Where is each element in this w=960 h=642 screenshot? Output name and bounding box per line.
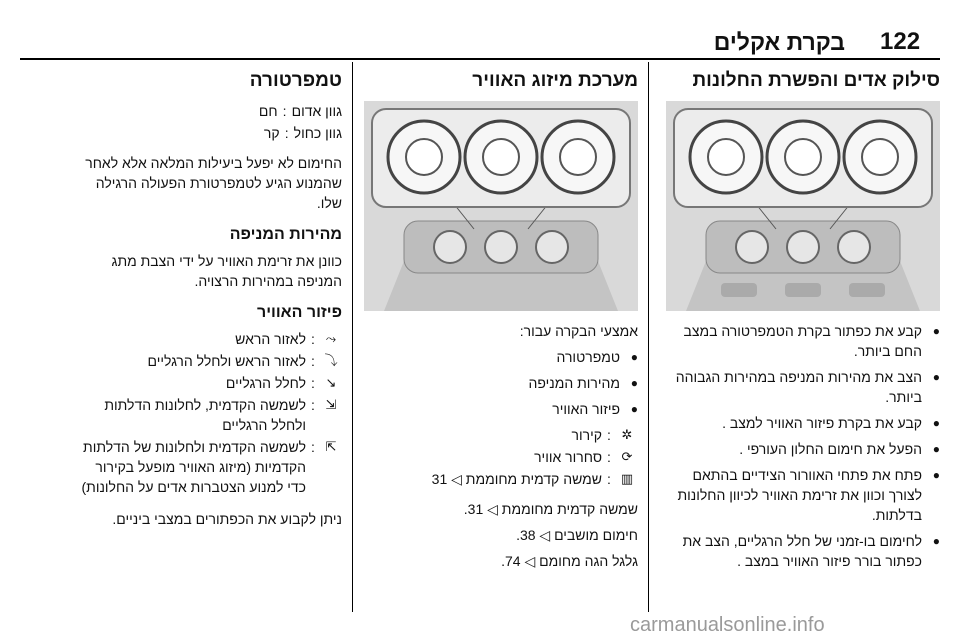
- rear-window-heat-icon: ▥: [620, 471, 634, 486]
- section-title-distribution: פיזור האוויר: [256, 304, 342, 321]
- recirculation-icon: ⟳: [621, 449, 633, 464]
- list-item: ● מהירות המניפה: [362, 373, 638, 393]
- distribution-text: לשמשה הקדמית, לחלונות הדלתות ולחלל הרגליים: [104, 397, 306, 433]
- symbol-row: ▥ : שמשה קדמית מחוממת ◁ 31: [362, 469, 638, 489]
- controls-list: [362, 347, 638, 419]
- airflow-windscreen-feet-icon: ⇲: [325, 397, 337, 412]
- section-title-defog: סילוק אדים והפשרת החלונות: [692, 70, 940, 91]
- page-header: [0, 28, 960, 56]
- distribution-list: [80, 329, 342, 497]
- temp-label: גוון כחול: [293, 125, 342, 141]
- reference-line: חימום מושבים ◁ 38.: [516, 527, 638, 543]
- reference-line: גלגל הגה מחומם ◁ 74.: [501, 553, 638, 569]
- temp-value: חם: [258, 103, 278, 119]
- closing-note: ניתן לקבוע את הכפתורים במצבי ביניים.: [112, 511, 342, 527]
- airflow-head-icon: ⤳: [325, 331, 337, 346]
- temp-value: קר: [263, 125, 280, 141]
- temp-row: גוון אדום : חם: [80, 101, 342, 121]
- section-title-ac: מערכת מיזוג האוויר: [472, 70, 638, 91]
- defog-steps: [656, 321, 940, 571]
- section-title-fan: מהירות המניפה: [229, 226, 342, 243]
- section-title-temperature: טמפרטורה: [249, 70, 342, 91]
- symbol-row: ⟳ : סחרור אוויר: [362, 447, 638, 467]
- distribution-text: לאזור הראש ולחלל הרגליים: [147, 353, 306, 369]
- distribution-row: ⤵ : לאזור הראש ולחלל הרגליים: [80, 351, 342, 371]
- symbol-text: סחרור אוויר: [534, 449, 602, 465]
- list-item: ● לחימום בו-זמני של חלל הרגליים, הצב את כפתור בורר פיזור האוויר במצב .: [656, 531, 940, 571]
- list-item: ● הצב את מהירות המניפה במהירות הגבוהה ביותר.: [656, 367, 940, 407]
- list-item: ● קבע את בקרת פיזור האוויר למצב .: [656, 413, 940, 433]
- distribution-row: ↘ : לחלל הרגליים: [80, 373, 342, 393]
- symbol-legend: [362, 425, 638, 489]
- list-item: ● פתח את פתחי האוורור הצידיים בהתאם לצורך וכוון את זרימת האוויר לכיוון החלונות בדלתות.: [656, 465, 940, 525]
- symbol-text: קירור: [571, 427, 602, 443]
- airflow-head-feet-icon: ⤵: [324, 353, 338, 368]
- controls-intro: אמצעי הבקרה עבור:: [519, 323, 638, 339]
- watermark: carmanualsonline.info: [630, 614, 825, 636]
- column-temperature: [80, 62, 342, 535]
- dashboard-illustration-ac: [364, 101, 638, 311]
- distribution-row: ⇱ : לשמשה הקדמית ולחלונות של הדלתות הקדמיות (מיזוג האוויר מופעל בקירור כדי למנוע הצטברות אדים על החלונות): [80, 437, 342, 497]
- temp-note: החימום לא יפעל ביעילות המלאה אלא לאחר שהמנוע הגיע לטמפרטורת הפעולה הרגילה שלו.: [85, 155, 342, 211]
- header-rule: [20, 58, 940, 60]
- distribution-row: ⤳ : לאזור הראש: [80, 329, 342, 349]
- distribution-text: לשמשה הקדמית ולחלונות של הדלתות הקדמיות (מיזוג האוויר מופעל בקירור כדי למנוע הצטברות אדים על החלונות): [81, 439, 306, 495]
- airflow-windscreen-icon: ⇱: [325, 439, 337, 454]
- column-divider-right: [648, 62, 649, 612]
- distribution-row: ⇲ : לשמשה הקדמית, לחלונות הדלתות ולחלל הרגליים: [80, 395, 342, 435]
- temp-row: גוון כחול : קר: [80, 123, 342, 143]
- reference-line: שמשה קדמית מחוממת ◁ 31.: [463, 501, 638, 517]
- list-item: ● הפעל את חימום החלון העורפי .: [656, 439, 940, 459]
- list-item: ● קבע את כפתור בקרת הטמפרטורה במצב החם ביותר.: [656, 321, 940, 361]
- distribution-text: לאזור הראש: [235, 331, 306, 347]
- list-item: ● טמפרטורה: [362, 347, 638, 367]
- temp-label: גוון אדום: [291, 103, 342, 119]
- column-divider-left: [352, 62, 353, 612]
- dashboard-illustration-defog: [666, 101, 940, 311]
- distribution-text: לחלל הרגליים: [225, 375, 306, 391]
- column-defog: [656, 62, 940, 577]
- page-number: 122: [880, 28, 921, 55]
- list-item: ● פיזור האוויר: [362, 399, 638, 419]
- airflow-feet-icon: ↘: [325, 375, 337, 390]
- symbol-text: שמשה קדמית מחוממת ◁ 31: [431, 471, 602, 487]
- snowflake-icon: ✲: [621, 427, 633, 442]
- chapter-title: בקרת אקלים: [713, 29, 845, 55]
- fan-text: כוונן את זרימת האוויר על ידי הצבת מתג המניפה במהירות הרצויה.: [111, 253, 342, 289]
- column-ac-system: [362, 62, 638, 577]
- symbol-row: ✲ : קירור: [362, 425, 638, 445]
